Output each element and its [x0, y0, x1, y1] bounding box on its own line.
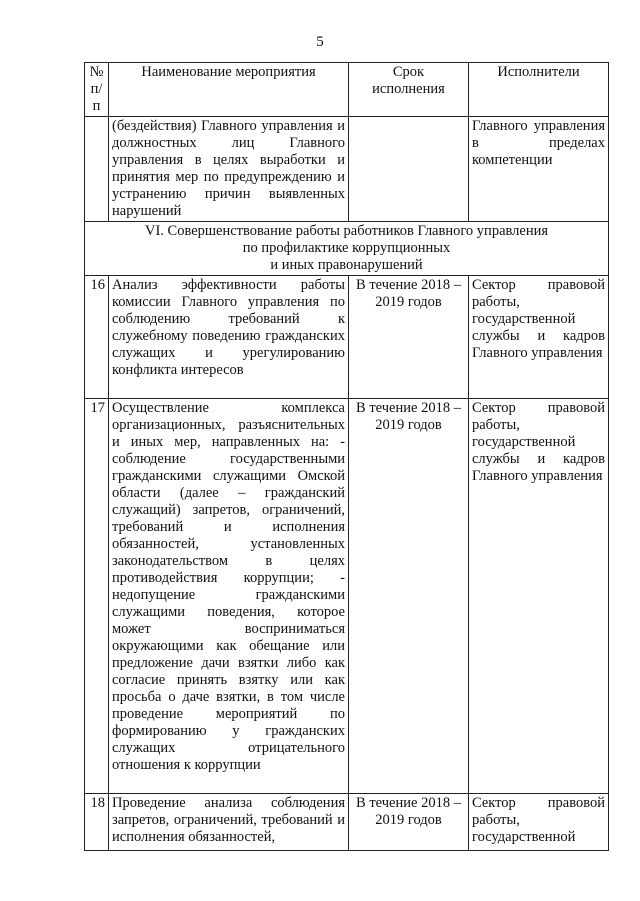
row-number: 17 [85, 399, 109, 794]
table-header-row [85, 63, 609, 117]
row-deadline: В течение 2018 – 2019 годов [349, 794, 469, 851]
row-number [85, 117, 109, 222]
page-number: 5 [316, 34, 324, 50]
section-title: VI. Совершенствование работы работников Главного управления по профилактике коррупционных и иных правонарушений [85, 222, 609, 276]
header-number: № п/п [85, 63, 109, 117]
row-deadline [349, 117, 469, 222]
header-deadline: Срок исполнения [349, 63, 469, 117]
table-row-continued [85, 117, 609, 222]
row-activity-name: Проведение анализа соблюдения запретов, ограничений, требований и исполнения обязанностей, [109, 794, 349, 851]
table-row [85, 399, 609, 794]
row-deadline: В течение 2018 – 2019 годов [349, 399, 469, 794]
action-plan-table [84, 62, 609, 851]
row-number: 16 [85, 276, 109, 399]
row-activity-name: Анализ эффективности работы комиссии Главного управления по соблюдению требований к служебному поведению гражданских служащих и урегулированию конфликта интересов [109, 276, 349, 399]
row-executors: Сектор правовой работы, государственной службы и кадров Главного управления [469, 276, 609, 399]
header-activity-name: Наименование мероприятия [109, 63, 349, 117]
header-executors: Исполнители [469, 63, 609, 117]
row-executors: Сектор правовой работы, государственной [469, 794, 609, 851]
row-executors: Сектор правовой работы, государственной службы и кадров Главного управления [469, 399, 609, 794]
section-row [85, 222, 609, 276]
row-executors: Главного управления в пределах компетенции [469, 117, 609, 222]
row-activity-name: (бездействия) Главного управления и должностных лиц Главного управления в целях выработки и принятия мер по предупреждению и устранению причин выявленных нарушений [109, 117, 349, 222]
table-row [85, 276, 609, 399]
row-activity-name: Осуществление комплекса организационных, разъяснительных и иных мер, направленных на: - соблюдение государственными гражданскими служащими Омской области (далее – гражданский служащий) запретов, ограничений, требований и исполнения обязанностей, установленных законодательством в целях противодействия коррупции; - недопущение гражданскими служащими поведения, которое может восприниматься окружающими как обещание или предложение дачи взятки либо как согласие принять взятку или как просьба о даче взятки, в том числе проведение мероприятий по формированию у гражданских служащих отрицательного отношения к коррупции [109, 399, 349, 794]
table-row [85, 794, 609, 851]
row-number: 18 [85, 794, 109, 851]
row-deadline: В течение 2018 – 2019 годов [349, 276, 469, 399]
